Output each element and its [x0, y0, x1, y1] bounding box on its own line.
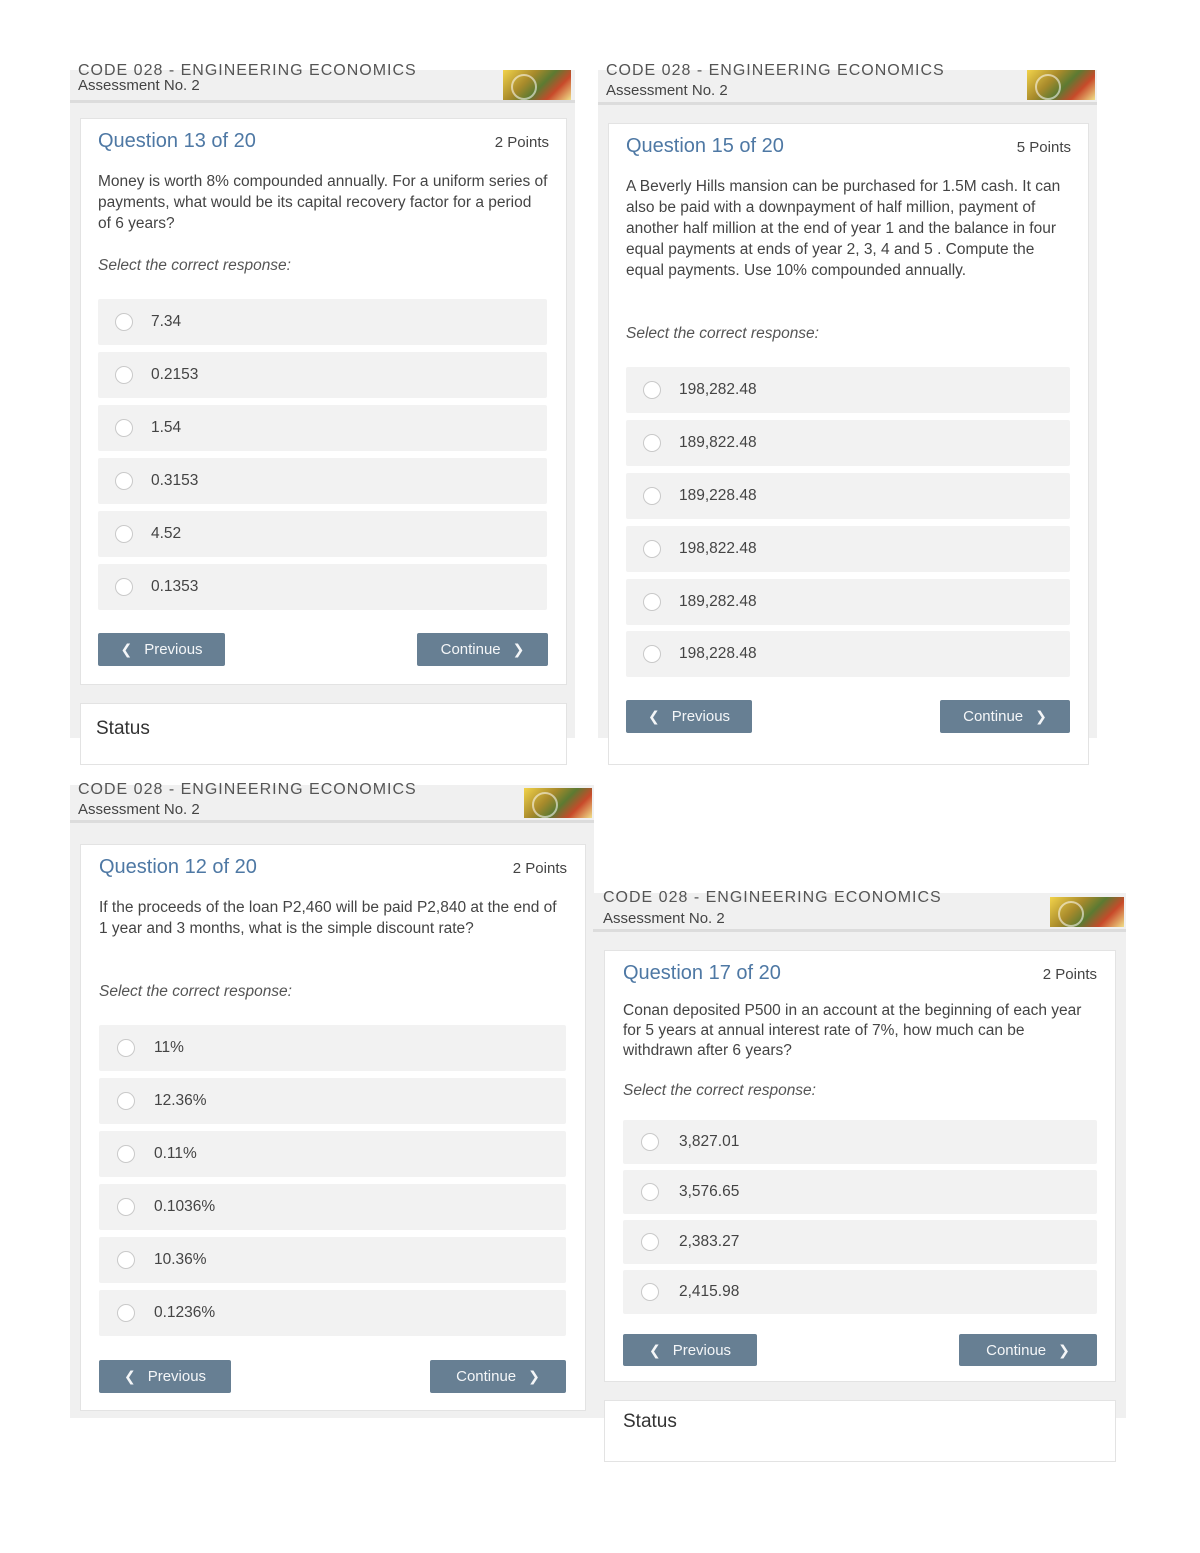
question-points: 5 Points	[1016, 139, 1071, 156]
radio-button-icon[interactable]	[117, 1304, 135, 1322]
assessment-header	[598, 62, 1097, 105]
option-label: 0.1036%	[154, 1198, 216, 1215]
response-prompt: Select the correct response:	[623, 1082, 816, 1099]
status-panel	[604, 1400, 1116, 1462]
continue-button[interactable]	[430, 1360, 566, 1393]
course-title: CODE 028 - ENGINEERING ECONOMICS	[603, 889, 942, 906]
question-points: 2 Points	[1042, 966, 1097, 983]
answer-option[interactable]	[626, 420, 1070, 466]
continue-label: Continue	[440, 641, 501, 658]
option-label: 189,282.48	[679, 593, 757, 610]
screenshot-question-12	[70, 781, 594, 1418]
previous-label: Previous	[672, 1341, 732, 1359]
school-logo	[503, 70, 571, 100]
chevron-right-icon: ❯	[512, 641, 525, 657]
continue-label: Continue	[986, 1341, 1047, 1359]
option-label: 3,827.01	[679, 1133, 740, 1150]
continue-button[interactable]	[959, 1334, 1097, 1366]
course-title: CODE 028 - ENGINEERING ECONOMICS	[78, 781, 417, 798]
previous-label: Previous	[147, 1368, 207, 1385]
option-label: 7.34	[151, 313, 182, 330]
option-label: 0.11%	[154, 1145, 197, 1162]
radio-button-icon[interactable]	[643, 593, 661, 611]
option-label: 0.1236%	[154, 1304, 216, 1321]
answer-option[interactable]	[98, 564, 547, 610]
answer-option[interactable]	[99, 1290, 566, 1336]
chevron-left-icon: ❮	[123, 1368, 136, 1384]
radio-button-icon[interactable]	[643, 645, 661, 663]
radio-button-icon[interactable]	[115, 525, 133, 543]
assessment-header	[70, 781, 594, 823]
continue-label: Continue	[963, 708, 1024, 725]
previous-button[interactable]	[626, 700, 752, 733]
radio-button-icon[interactable]	[115, 366, 133, 384]
assessment-title: Assessment No. 2	[606, 82, 728, 99]
school-logo	[524, 788, 592, 818]
previous-button[interactable]	[99, 1360, 231, 1393]
assessment-title: Assessment No. 2	[78, 801, 200, 818]
question-title: Question 12 of 20	[99, 856, 257, 878]
question-text: Conan deposited P500 in an account at the beginning of each year for 5 years at annual interest rate of 7%, how much can be withdrawn after 6 years?	[623, 1002, 1082, 1059]
chevron-right-icon: ❯	[1058, 1341, 1070, 1358]
radio-button-icon[interactable]	[115, 578, 133, 596]
radio-button-icon[interactable]	[643, 381, 661, 399]
radio-button-icon[interactable]	[115, 313, 133, 331]
question-points: 2 Points	[494, 134, 549, 151]
chevron-right-icon: ❯	[1035, 708, 1047, 724]
question-card	[80, 118, 567, 685]
previous-label: Previous	[144, 641, 203, 658]
answer-option[interactable]	[99, 1025, 566, 1071]
option-label: 198,282.48	[679, 381, 757, 398]
question-title: Question 13 of 20	[98, 130, 256, 152]
option-label: 2,383.27	[679, 1233, 740, 1250]
option-label: 4.52	[151, 525, 182, 542]
answer-option[interactable]	[98, 405, 547, 451]
option-label: 2,415.98	[679, 1283, 740, 1300]
answer-option[interactable]	[623, 1170, 1097, 1214]
radio-button-icon[interactable]	[117, 1145, 135, 1163]
chevron-right-icon: ❯	[528, 1368, 540, 1384]
status-heading: Status	[623, 1411, 677, 1432]
screenshot-question-15	[598, 62, 1097, 738]
assessment-header	[70, 62, 575, 103]
screenshot-question-17	[593, 889, 1126, 1432]
question-card	[604, 950, 1116, 1382]
answer-option[interactable]	[98, 458, 547, 504]
option-label: 189,822.48	[679, 434, 757, 451]
answer-option[interactable]	[99, 1237, 566, 1283]
course-title: CODE 028 - ENGINEERING ECONOMICS	[606, 62, 945, 79]
radio-button-icon[interactable]	[641, 1183, 659, 1201]
radio-button-icon[interactable]	[641, 1233, 659, 1251]
course-title: CODE 028 - ENGINEERING ECONOMICS	[78, 62, 417, 79]
option-label: 3,576.65	[679, 1183, 740, 1200]
option-label: 11%	[154, 1039, 184, 1056]
radio-button-icon[interactable]	[117, 1251, 135, 1269]
radio-button-icon[interactable]	[641, 1133, 659, 1151]
status-heading: Status	[96, 718, 150, 739]
option-label: 10.36%	[154, 1251, 207, 1268]
option-label: 198,822.48	[679, 540, 757, 557]
option-label: 189,228.48	[679, 487, 757, 504]
answer-option[interactable]	[626, 631, 1070, 677]
question-card	[608, 123, 1089, 765]
status-panel	[80, 703, 567, 765]
radio-button-icon[interactable]	[643, 487, 661, 505]
answer-option[interactable]	[99, 1184, 566, 1230]
question-text: A Beverly Hills mansion can be purchased for 1.5M cash. It can also be paid with a downpayment of half million, payment of another half million at the end of year 1 and the balance in four equal payments at ends of year 2, 3, 4 and 5 . Compute the equal payments. Use 10% compounded annually.	[626, 178, 1061, 279]
answer-option[interactable]	[623, 1120, 1097, 1164]
option-label: 12.36%	[154, 1092, 207, 1109]
continue-button[interactable]	[417, 633, 548, 666]
answer-option[interactable]	[98, 352, 547, 398]
question-title: Question 17 of 20	[623, 962, 781, 984]
response-prompt: Select the correct response:	[626, 325, 819, 342]
option-label: 0.2153	[151, 366, 199, 383]
question-points: 2 Points	[512, 860, 567, 877]
school-logo	[1050, 897, 1124, 927]
option-label: 1.54	[151, 419, 182, 436]
response-prompt: Select the correct response:	[98, 257, 291, 274]
radio-button-icon[interactable]	[117, 1198, 135, 1216]
continue-button[interactable]	[940, 700, 1070, 733]
continue-label: Continue	[456, 1368, 517, 1385]
answer-option[interactable]	[626, 367, 1070, 413]
radio-button-icon[interactable]	[643, 540, 661, 558]
radio-button-icon[interactable]	[115, 419, 133, 437]
previous-button[interactable]	[98, 633, 225, 666]
radio-button-icon[interactable]	[643, 434, 661, 452]
assessment-header	[593, 889, 1126, 932]
radio-button-icon[interactable]	[117, 1039, 135, 1057]
answer-option[interactable]	[626, 526, 1070, 572]
answer-option[interactable]	[98, 511, 547, 557]
answer-option[interactable]	[99, 1078, 566, 1124]
answer-option[interactable]	[623, 1270, 1097, 1314]
school-logo	[1027, 70, 1095, 100]
answer-option[interactable]	[626, 579, 1070, 625]
answer-option[interactable]	[98, 299, 547, 345]
assessment-title: Assessment No. 2	[603, 910, 725, 927]
radio-button-icon[interactable]	[641, 1283, 659, 1301]
previous-label: Previous	[671, 708, 731, 725]
answer-option[interactable]	[623, 1220, 1097, 1264]
previous-button[interactable]	[623, 1334, 757, 1366]
radio-button-icon[interactable]	[117, 1092, 135, 1110]
response-prompt: Select the correct response:	[99, 983, 292, 1000]
screenshot-question-13	[70, 62, 575, 739]
question-title: Question 15 of 20	[626, 135, 784, 157]
answer-option[interactable]	[626, 473, 1070, 519]
option-label: 198,228.48	[679, 645, 757, 662]
option-label: 0.3153	[151, 472, 199, 489]
question-text: Money is worth 8% compounded annually. For a uniform series of payments, what would be its capital recovery factor for a period of 6 years?	[98, 173, 548, 232]
chevron-left-icon: ❮	[648, 1341, 661, 1358]
assessment-title: Assessment No. 2	[78, 77, 200, 94]
question-card	[80, 844, 586, 1411]
question-text: If the proceeds of the loan P2,460 will be paid P2,840 at the end of 1 year and 3 months, what is the simple discount rate?	[99, 899, 557, 937]
answer-option[interactable]	[99, 1131, 566, 1177]
chevron-left-icon: ❮	[647, 708, 660, 724]
radio-button-icon[interactable]	[115, 472, 133, 490]
option-label: 0.1353	[151, 578, 199, 595]
chevron-left-icon: ❮	[120, 641, 133, 657]
